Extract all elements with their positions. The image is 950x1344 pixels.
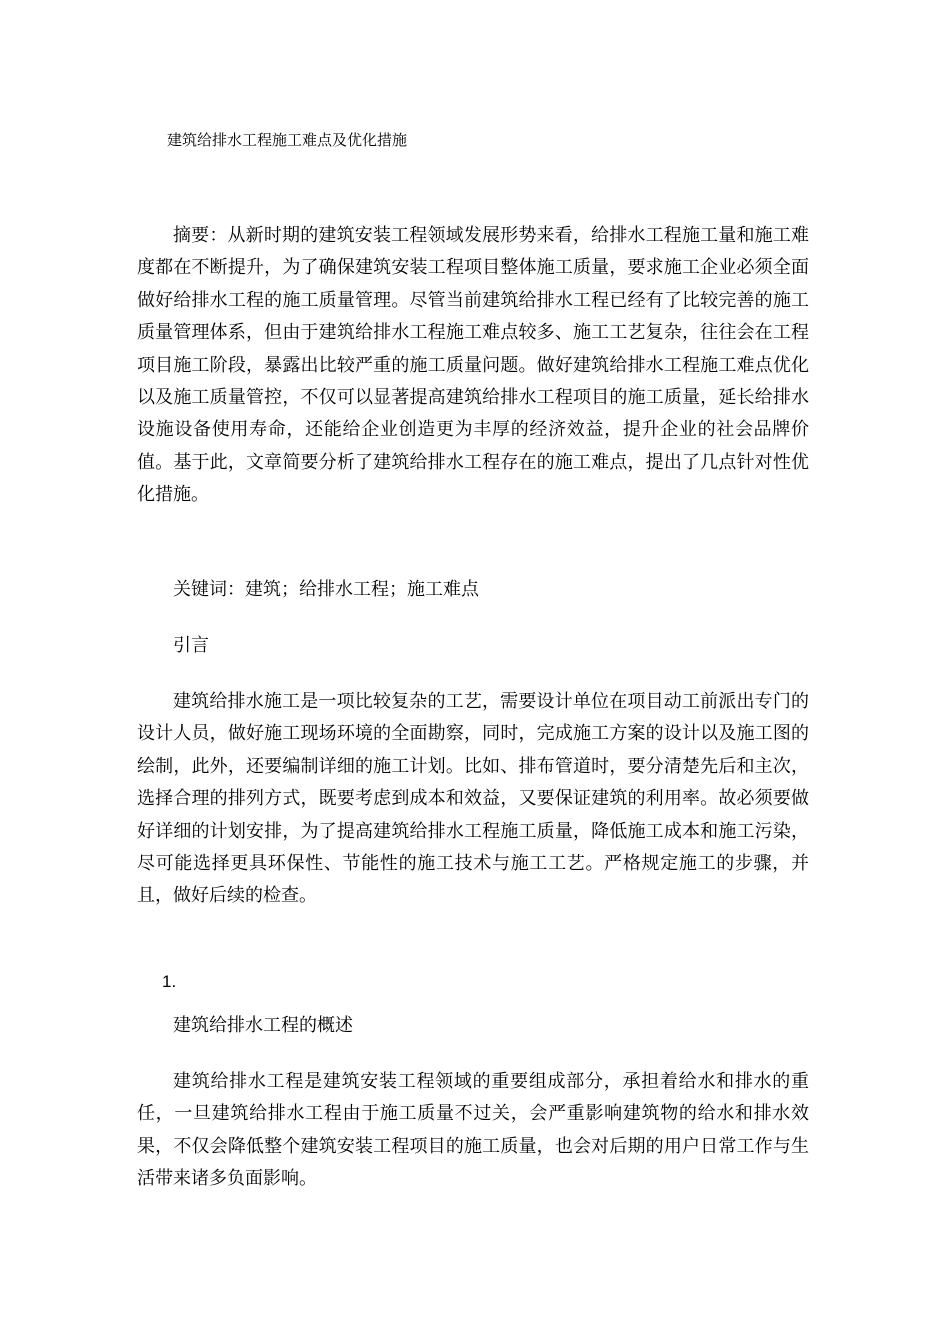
section-paragraph: 建筑给排水工程是建筑安装工程领域的重要组成部分，承担着给水和排水的重任，一旦建筑给排水工程由于施工质量不过关，会严重影响建筑物的给水和排水效果，不仅会降低整个建筑安装工程项目的施工质量，也会对后期的用户日常工作与生活带来诸多负面影响。 <box>137 1071 809 1190</box>
page-title: 建筑给排水工程施工难点及优化措施 <box>167 131 408 149</box>
section-heading: 建筑给排水工程的概述 <box>173 1015 353 1036</box>
section-number: 1. <box>162 972 177 991</box>
abstract-paragraph: 摘要：从新时期的建筑安装工程领域发展形势来看，给排水工程施工量和施工难度都在不断提升，为了确保建筑安装工程项目整体施工质量，要求施工企业必须全面做好给排水工程的施工质量管理。尽管当前建筑给排水工程已经有了比较完善的施工质量管理体系，但由于建筑给排水工程施工难点较多、施工工艺复杂，往往会在工程项目施工阶段，暴露出比较严重的施工质量问题。做好建筑给排水工程施工难点优化以及施工质量管控，不仅可以显著提高建筑给排水工程项目的施工质量，延长给排水设施设备使用寿命，还能给企业创造更为丰厚的经济效益，提升企业的社会品牌价值。基于此，文章简要分析了建筑给排水工程存在的施工难点，提出了几点针对性优化措施。 <box>137 225 809 506</box>
keywords-line: 关键词：建筑；给排水工程；施工难点 <box>173 579 479 600</box>
intro-heading: 引言 <box>173 635 209 656</box>
intro-paragraph: 建筑给排水施工是一项比较复杂的工艺，需要设计单位在项目动工前派出专门的设计人员，做好施工现场环境的全面勘察，同时，完成施工方案的设计以及施工图的绘制，此外，还要编制详细的施工计划。比如、排布管道时，要分清楚先后和主次，选择合理的排列方式，既要考虑到成本和效益，又要保证建筑的利用率。故必须要做好详细的计划安排，为了提高建筑给排水工程施工质量，降低施工成本和施工污染，尽可能选择更具环保性、节能性的施工技术与施工工艺。严格规定施工的步骤，并且，做好后续的检查。 <box>137 691 809 907</box>
